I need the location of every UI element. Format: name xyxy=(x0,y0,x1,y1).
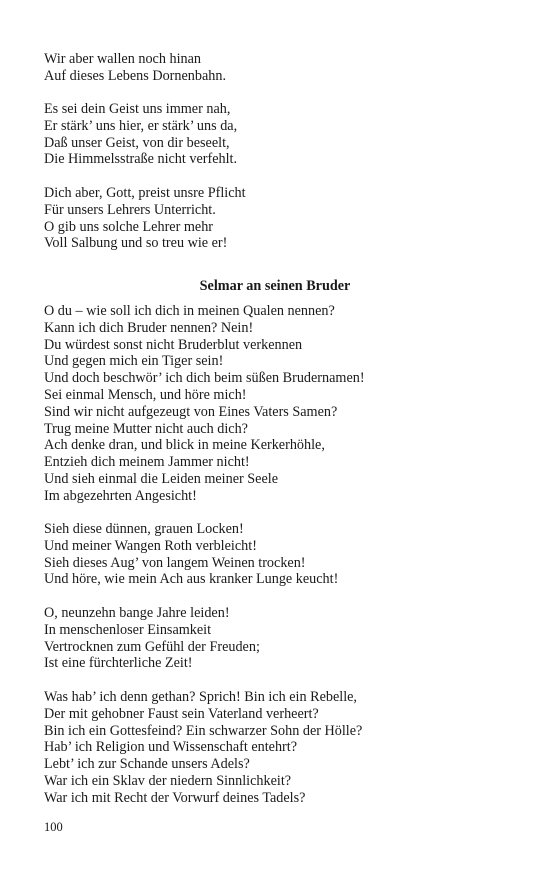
verse-line: Ist eine fürchterliche Zeit! xyxy=(44,655,193,672)
stanza xyxy=(44,605,260,672)
verse-line: Und sieh einmal die Leiden meiner Seele xyxy=(44,470,279,487)
stanza xyxy=(44,303,365,505)
verse-line: Kann ich dich Bruder nennen? Nein! xyxy=(44,319,254,336)
stanza xyxy=(44,185,246,252)
verse-line: War ich ein Sklav der niedern Sinnlichkeit? xyxy=(44,772,292,789)
verse-line: Und meiner Wangen Roth verbleicht! xyxy=(44,537,257,554)
poem-title: Selmar an seinen Bruder xyxy=(199,278,351,294)
stanza xyxy=(44,101,237,168)
verse-line: Lebt’ ich zur Schande unsers Adels? xyxy=(44,756,250,773)
verse-line: Es sei dein Geist uns immer nah, xyxy=(44,101,231,117)
verse-line: Und doch beschwör’ ich dich beim süßen Brudernamen! xyxy=(44,370,365,387)
verse-line: Für unsers Lehrers Unterricht. xyxy=(44,201,216,218)
stanza xyxy=(44,51,226,85)
verse-line: O du – wie soll ich dich in meinen Qualen nennen? xyxy=(44,303,335,319)
verse-line: Sieh dieses Aug’ von langem Weinen trocken! xyxy=(44,554,306,571)
verse-line: Wir aber wallen noch hinan xyxy=(44,51,202,67)
verse-line: Hab’ ich Religion und Wissenschaft entehrt? xyxy=(44,739,298,756)
verse-line: Die Himmelsstraße nicht verfehlt. xyxy=(44,151,238,168)
verse-line: Und gegen mich ein Tiger sein! xyxy=(44,353,224,370)
verse-line: Bin ich ein Gottesfeind? Ein schwarzer Sohn der Hölle? xyxy=(44,722,363,739)
verse-line: In menschenloser Einsamkeit xyxy=(44,621,212,638)
page-number: 100 xyxy=(44,820,63,834)
verse-line: Und höre, wie mein Ach aus kranker Lunge keucht! xyxy=(44,571,339,588)
verse-line: Sind wir nicht aufgezeugt von Eines Vaters Samen? xyxy=(44,403,338,420)
verse-line: Trug meine Mutter nicht auch dich? xyxy=(44,420,248,437)
stanza xyxy=(44,521,338,588)
verse-line: Der mit gehobner Faust sein Vaterland verheert? xyxy=(44,705,319,722)
verse-line: Daß unser Geist, von dir beseelt, xyxy=(44,134,230,151)
verse-line: Im abgezehrten Angesicht! xyxy=(44,487,197,504)
verse-line: Entzieh dich meinem Jammer nicht! xyxy=(44,454,250,471)
verse-line: Sei einmal Mensch, und höre mich! xyxy=(44,386,247,403)
verse-line: Dich aber, Gott, preist unsre Pflicht xyxy=(44,185,246,201)
verse-line: Er stärk’ uns hier, er stärk’ uns da, xyxy=(44,117,238,134)
stanza xyxy=(44,689,362,807)
verse-line: O, neunzehn bange Jahre leiden! xyxy=(44,605,230,621)
verse-line: War ich mit Recht der Vorwurf deines Tadels? xyxy=(44,789,306,806)
verse-line: O gib uns solche Lehrer mehr xyxy=(44,218,214,235)
verse-line: Ach denke dran, und blick in meine Kerkerhöhle, xyxy=(44,437,325,454)
verse-line: Voll Salbung und so treu wie er! xyxy=(44,235,228,252)
verse-line: Auf dieses Lebens Dornenbahn. xyxy=(44,67,227,84)
verse-line: Du würdest sonst nicht Bruderblut verkennen xyxy=(44,336,303,353)
verse-line: Vertrocknen zum Gefühl der Freuden; xyxy=(44,638,260,655)
verse-line: Sieh diese dünnen, grauen Locken! xyxy=(44,521,244,537)
verse-line: Was hab’ ich denn gethan? Sprich! Bin ich ein Rebelle, xyxy=(44,689,357,705)
